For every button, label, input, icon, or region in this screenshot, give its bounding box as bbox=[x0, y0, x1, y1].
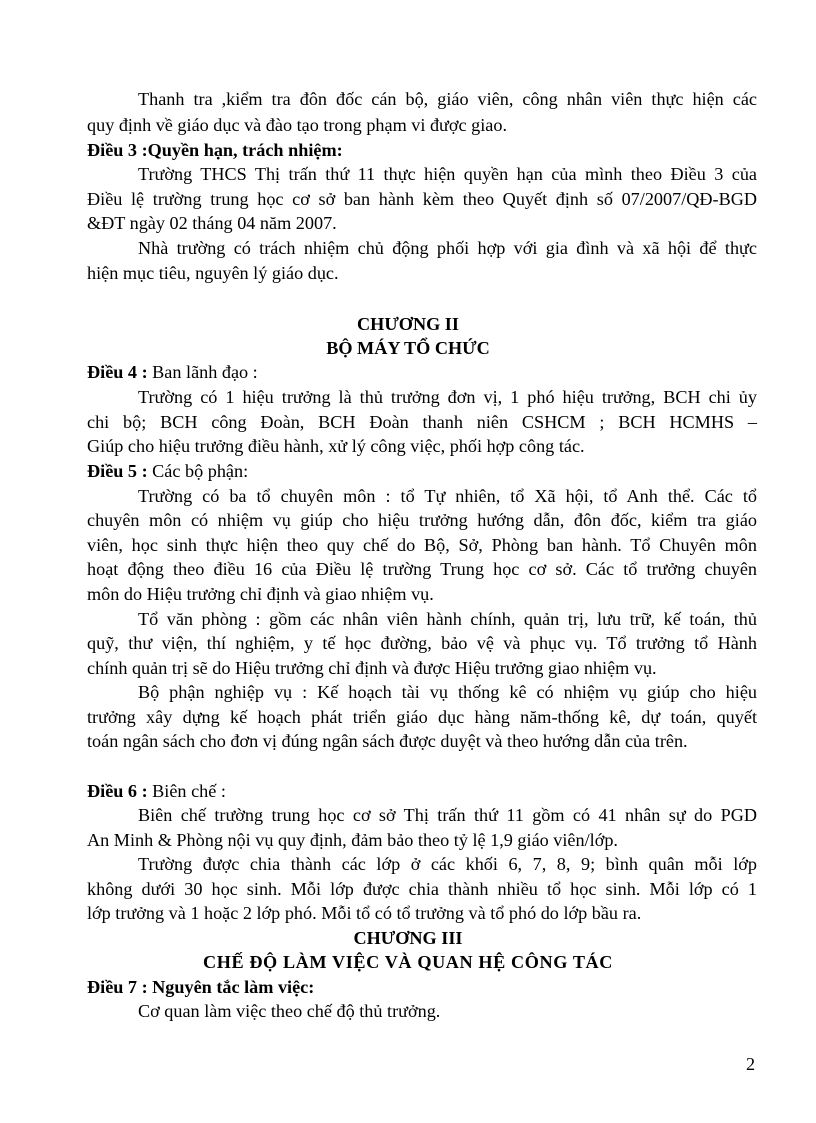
article-5-label: Điều 5 : bbox=[87, 461, 148, 481]
text-line: Thanh tra ,kiểm tra đôn đốc cán bộ, giáo viên, công nhân viên thực hiện các bbox=[138, 89, 757, 109]
text-line: môn do Hiệu trưởng chỉ định và giao nhiệm vụ. bbox=[87, 584, 434, 604]
chapter-3-title: CHƯƠNG III bbox=[353, 928, 463, 948]
chapter-3-subtitle: CHẾ ĐỘ LÀM VIỆC VÀ QUAN HỆ CÔNG TÁC bbox=[202, 952, 614, 972]
text-line: lớp trưởng và 1 hoặc 2 lớp phó. Mỗi tổ có tổ trưởng và tổ phó do lớp bầu ra. bbox=[87, 903, 642, 923]
article-6-label: Điều 6 : bbox=[87, 781, 148, 801]
chapter-2-subtitle: BỘ MÁY TỔ CHỨC bbox=[326, 338, 490, 358]
text-line: Điều lệ trường trung học cơ sở ban hành kèm theo Quyết định số 07/2007/QĐ-BGD bbox=[87, 189, 757, 209]
text-line: toán ngân sách cho đơn vị đúng ngân sách được duyệt và theo hướng dẫn của trên. bbox=[87, 731, 688, 751]
article-6-heading bbox=[87, 781, 226, 802]
article-4-title: Ban lãnh đạo : bbox=[147, 362, 258, 382]
article-5-title: Các bộ phận: bbox=[147, 461, 249, 481]
text-line: &ĐT ngày 02 tháng 04 năm 2007. bbox=[87, 213, 337, 233]
text-line: Trường THCS Thị trấn thứ 11 thực hiện quyền hạn của mình theo Điều 3 của bbox=[138, 164, 757, 184]
text-line: chuyên môn có nhiệm vụ giúp cho hiệu trưởng hướng dẫn, đôn đốc, kiểm tra giáo bbox=[87, 510, 757, 530]
article-7-heading: Điều 7 : Nguyên tắc làm việc: bbox=[87, 977, 315, 997]
text-line: Cơ quan làm việc theo chế độ thủ trưởng. bbox=[138, 1001, 441, 1021]
text-line: Bộ phận nghiệp vụ : Kế hoạch tài vụ thống kê có nhiệm vụ giúp cho hiệu bbox=[138, 682, 757, 702]
chapter-2-title: CHƯƠNG II bbox=[357, 314, 459, 334]
text-line: Trường có ba tổ chuyên môn : tổ Tự nhiên, tổ Xã hội, tổ Anh thể. Các tổ bbox=[138, 486, 757, 506]
text-line: chi bộ; BCH công Đoàn, BCH Đoàn thanh niên CSHCM ; BCH HCMHS – bbox=[87, 412, 757, 432]
text-line: trưởng xây dựng kế hoạch phát triển giáo dục hàng năm-thống kê, dự toán, quyết bbox=[87, 707, 757, 727]
text-line: hoạt động theo điều 16 của Điều lệ trường Trung học cơ sở. Các tổ trưởng chuyên bbox=[87, 559, 757, 579]
page-number: 2 bbox=[746, 1054, 756, 1074]
text-line: Giúp cho hiệu trưởng điều hành, xử lý công việc, phối hợp công tác. bbox=[87, 436, 585, 456]
article-4-heading bbox=[87, 362, 258, 383]
text-line: viên, học sinh thực hiện theo quy chế do Bộ, Sở, Phòng ban hành. Tổ Chuyên môn bbox=[87, 535, 757, 555]
text-line: không dưới 30 học sinh. Mỗi lớp được chia thành nhiều tổ học sinh. Mỗi lớp có 1 bbox=[87, 879, 757, 899]
text-line: quỹ, thư viện, thí nghiệm, y tế học đường, bảo vệ và phục vụ. Tổ trưởng tổ Hành bbox=[87, 633, 757, 653]
article-3-heading: Điều 3 :Quyền hạn, trách nhiệm: bbox=[87, 140, 343, 160]
article-4-label: Điều 4 : bbox=[87, 362, 148, 382]
article-6-title: Biên chế : bbox=[147, 781, 226, 801]
text-line: Tổ văn phòng : gồm các nhân viên hành chính, quản trị, lưu trữ, kế toán, thủ bbox=[138, 609, 757, 629]
text-line: Trường được chia thành các lớp ở các khối 6, 7, 8, 9; bình quân mỗi lớp bbox=[138, 854, 757, 874]
text-line: An Minh & Phòng nội vụ quy định, đảm bảo theo tỷ lệ 1,9 giáo viên/lớp. bbox=[87, 830, 618, 850]
text-line: hiện mục tiêu, nguyên lý giáo dục. bbox=[87, 263, 339, 283]
text-line: Nhà trường có trách nhiệm chủ động phối hợp với gia đình và xã hội để thực bbox=[138, 238, 757, 258]
text-line: chính quản trị sẽ do Hiệu trưởng chỉ định và được Hiệu trưởng giao nhiệm vụ. bbox=[87, 658, 657, 678]
article-5-heading bbox=[87, 461, 248, 482]
text-line: Trường có 1 hiệu trưởng là thủ trưởng đơn vị, 1 phó hiệu trưởng, BCH chi ủy bbox=[138, 387, 757, 407]
text-line: quy định về giáo dục và đào tạo trong phạm vi được giao. bbox=[87, 115, 508, 135]
text-line: Biên chế trường trung học cơ sở Thị trấn thứ 11 gồm có 41 nhân sự do PGD bbox=[138, 805, 757, 825]
